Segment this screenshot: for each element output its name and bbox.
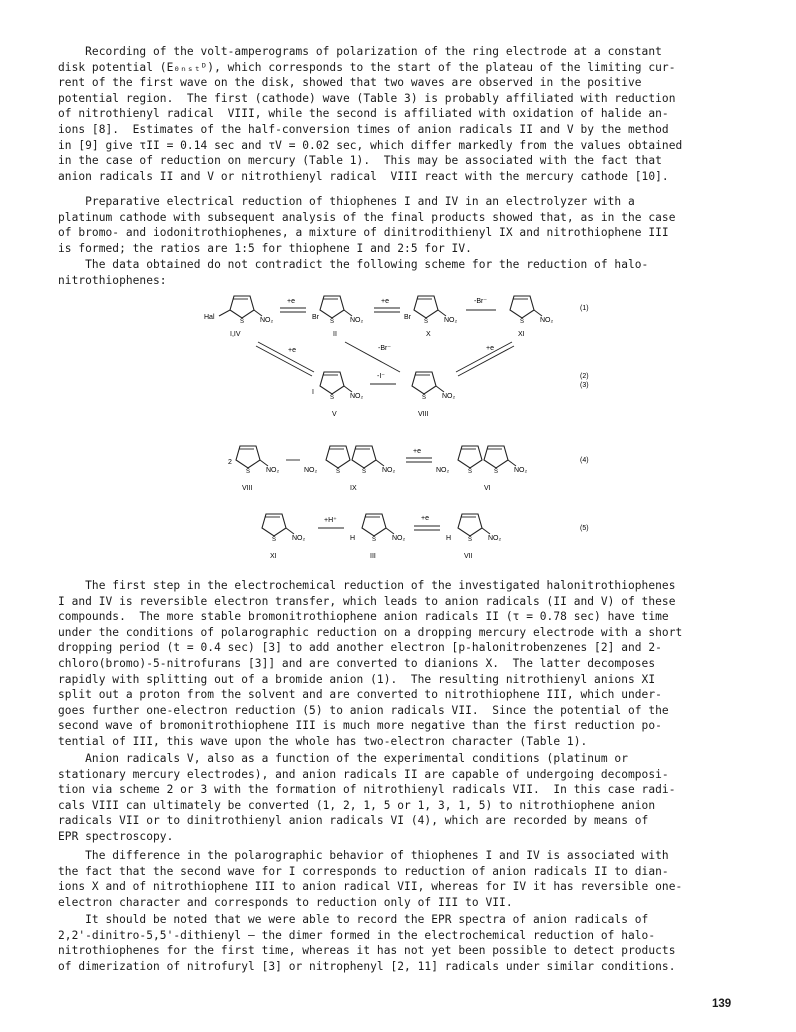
text-line: dropping period (t = 0.4 sec) [3] to add another electron [p-halonitrobenzenes [2] and 2- [58, 641, 662, 655]
eq-number-1: (1) [580, 305, 589, 312]
text-line: I and IV is reversible electron transfer, which leads to anion radicals (II and V) of these [58, 594, 676, 608]
svg-text:S: S [330, 395, 335, 401]
arrow-diag-mid [345, 342, 400, 372]
svg-text:Br: Br [404, 314, 411, 321]
compound-XI [510, 296, 554, 338]
text-line: rent of the first wave on the disk, showed that two waves are observed in the positive [58, 76, 642, 90]
svg-text:Hal: Hal [204, 314, 215, 321]
arrow-1c [466, 298, 496, 310]
svg-text:NO₂: NO₂ [488, 535, 502, 542]
svg-text:S: S [362, 469, 367, 475]
paragraph-1 [58, 44, 742, 184]
svg-text:+H⁺: +H⁺ [324, 517, 337, 524]
compound-V [312, 372, 364, 418]
text-line: tential of III, this wave upon the whole has two-electron character (Table 1). [58, 734, 588, 748]
label-III: III [370, 553, 376, 560]
compound-VI [436, 446, 528, 492]
reaction-scheme [200, 286, 700, 576]
compound-I-IV [204, 296, 274, 338]
text-line: compounds. The more stable bromonitrothiophene anion radicals II (τ = 0.78 sec) have time [58, 610, 669, 624]
svg-text:NO₂: NO₂ [442, 393, 456, 400]
arrow-4b [406, 448, 432, 462]
label-IX: IX [350, 485, 357, 492]
text-line: cals VIII can ultimately be converted (1, 2, 1, 5 or 1, 3, 1, 5) to nitrothiophene anion [58, 798, 656, 812]
arrow-1a [280, 298, 306, 312]
label-II: II [333, 331, 337, 338]
svg-text:S: S [424, 319, 429, 325]
text-line: rapidly with splitting out of a bromide anion (1). The resulting nitrothienyl anions XI [58, 672, 656, 686]
page-number: 139 [712, 998, 732, 1010]
svg-text:NO₂: NO₂ [350, 317, 364, 324]
label-I-IV: I,IV [230, 331, 241, 338]
svg-text:S: S [520, 319, 525, 325]
paragraph-4 [58, 578, 742, 750]
compound-VIII [412, 372, 456, 418]
svg-text:-Br⁻: -Br⁻ [378, 345, 392, 352]
text-line: anion radicals II and V or nitrothienyl radical VIII react with the mercury cathode [10]. [58, 169, 669, 183]
compound-II [312, 296, 364, 338]
svg-text:NO₂: NO₂ [392, 535, 406, 542]
text-line: nitrothiophenes for the first time, whereas it has not yet been possible to detect products [58, 944, 676, 958]
svg-text:+e: +e [413, 448, 421, 455]
text-line: is formed; the ratios are 1:5 for thiophene I and 2:5 for IV. [58, 241, 472, 255]
paragraph-2 [58, 194, 742, 256]
svg-text:S: S [494, 469, 499, 475]
svg-text:H: H [350, 535, 356, 542]
label-VI: VI [484, 485, 491, 492]
eq-number-3: (3) [580, 382, 589, 389]
svg-text:S: S [422, 395, 427, 401]
text-line: potential region. The first (cathode) wave (Table 3) is probably affiliated with reduction [58, 91, 676, 105]
svg-text:S: S [468, 469, 473, 475]
compound-III [350, 514, 406, 560]
text-line: Recording of the volt-amperograms of polarization of the ring electrode at a constant [58, 45, 662, 58]
label-V: V [332, 411, 337, 418]
eq-number-4: (4) [580, 457, 589, 464]
text-line: tion via scheme 2 or 3 with the formation of nitrothienyl radicals VII. In this case radi- [58, 783, 676, 797]
text-line: in the case of reduction on mercury (Table 1). This may be associated with the fact that [58, 154, 662, 168]
svg-text:+e: +e [421, 515, 429, 522]
text-line: EPR spectroscopy. [58, 829, 174, 843]
text-line: goes further one-electron reduction (5) to anion radicals VII. Since the potential of the [58, 703, 669, 717]
text-line: electron character and corresponds to reduction only of III to VII. [58, 895, 513, 909]
svg-text:NO₂: NO₂ [350, 393, 364, 400]
svg-text:NO₂: NO₂ [260, 317, 274, 324]
svg-text:S: S [246, 469, 251, 475]
svg-text:Br: Br [312, 314, 319, 321]
arrow-2 [370, 373, 396, 384]
svg-text:+e: +e [381, 298, 389, 305]
text-line: of nitrothienyl radical VIII, while the second is affiliated with oxidation of halide an- [58, 107, 669, 121]
svg-text:NO₂: NO₂ [382, 467, 396, 474]
svg-text:S: S [336, 469, 341, 475]
text-line: 2,2'-dinitro-5,5'-dithienyl — the dimer formed in the electrochemical reduction of halo- [58, 928, 656, 942]
arrow-5a [318, 517, 344, 528]
eq-number-2: (2) [580, 373, 589, 380]
text-line: the fact that the second wave for I corresponds to reduction of anion radicals II to dian- [58, 864, 669, 878]
compound-VII [446, 514, 502, 560]
arrow-5b [414, 515, 440, 530]
label-X: X [426, 331, 431, 338]
svg-text:S: S [372, 537, 377, 543]
compound-XI-2 [262, 514, 306, 560]
text-line: The first step in the electrochemical reduction of the investigated halonitrothiophenes [58, 579, 676, 592]
svg-text:S: S [272, 537, 277, 543]
svg-text:S: S [240, 319, 245, 325]
svg-text:NO₂: NO₂ [304, 467, 318, 474]
paragraph-6 [58, 848, 742, 910]
svg-text:H: H [446, 535, 452, 542]
label-VIII-2: VIII [242, 485, 253, 492]
text-line: platinum cathode with subsequent analysis of the final products showed that, as in the case [58, 210, 676, 224]
svg-text:-Br⁻: -Br⁻ [474, 298, 488, 305]
svg-text:S: S [468, 537, 473, 543]
svg-text:NO₂: NO₂ [266, 467, 280, 474]
text-line: Anion radicals V, also as a function of the experimental conditions (platinum or [58, 752, 628, 765]
text-line: It should be noted that we were able to record the EPR spectra of anion radicals of [58, 913, 649, 926]
text-line: ions X and of nitrothiophene III to anion radical VII, whereas for IV it has reversible one- [58, 880, 683, 894]
label-VIII: VIII [418, 411, 429, 418]
label-VII: VII [464, 553, 473, 560]
text-line: of dimerization of nitrofuryl [3] or nitrophenyl [2, 11] radicals under similar conditions. [58, 959, 676, 973]
arrow-1b [374, 298, 400, 312]
text-line: second wave of bromonitrothiophene III is much more negative than the first reduction po- [58, 719, 662, 733]
svg-text:-I⁻: -I⁻ [377, 373, 385, 380]
label-XI: XI [518, 331, 525, 338]
text-line: Preparative electrical reduction of thiophenes I and IV in an electrolyzer with a [58, 195, 635, 208]
svg-text:S: S [330, 319, 335, 325]
svg-text:2: 2 [228, 459, 232, 466]
svg-text:NO₂: NO₂ [292, 535, 306, 542]
text-line: in [9] give τII = 0.14 sec and τV = 0.02 sec, which differ markedly from the values obtained [58, 138, 683, 152]
text-line: split out a proton from the solvent and are converted to nitrothiophene III, which under- [58, 688, 662, 702]
text-line: chloro(bromo)-5-nitrofurans [3]] and are converted to dianions X. The latter decomposes [58, 656, 656, 670]
compound-VIII-dimer-start [228, 446, 280, 492]
text-line: ions [8]. Estimates of the half-conversion times of anion radicals II and V by the method [58, 122, 669, 136]
svg-text:+e: +e [287, 298, 295, 305]
label-XI-2: XI [270, 553, 277, 560]
text-line: The difference in the polarographic behavior of thiophenes I and IV is associated with [58, 849, 669, 862]
text-line: stationary mercury electrodes), and anion radicals II are capable of undergoing decomposi- [58, 767, 669, 781]
compound-X [404, 296, 458, 338]
paragraph-7 [58, 912, 742, 974]
eq-number-5: (5) [580, 525, 589, 532]
svg-text:+e: +e [288, 347, 296, 354]
paragraph-5 [58, 751, 742, 845]
text-line: disk potential (E₀ₙₛₜᴰ), which corresponds to the start of the plateau of the limiting cur- [58, 60, 676, 74]
svg-text:NO₂: NO₂ [436, 467, 450, 474]
text-line: radicals VII or to dinitrothienyl anion radicals VI (4), which are recorded by means of [58, 814, 649, 828]
svg-text:NO₂: NO₂ [540, 317, 554, 324]
text-line: of bromo- and iodonitrothiophenes, a mixture of dinitrodithienyl IX and nitrothiophene III [58, 226, 669, 240]
arrow-diag-left [256, 342, 314, 376]
arrow-diag-right [456, 342, 514, 376]
svg-text:I: I [312, 389, 314, 396]
text-line: under the conditions of polarographic reduction on a dropping mercury electrode with a short [58, 625, 683, 639]
svg-text:+e: +e [486, 345, 494, 352]
compound-IX [304, 446, 396, 492]
svg-text:NO₂: NO₂ [514, 467, 528, 474]
paragraph-3 [58, 257, 742, 288]
svg-text:NO₂: NO₂ [444, 317, 458, 324]
text-line: The data obtained do not contradict the following scheme for the reduction of halo- [58, 258, 649, 271]
text-line: nitrothiophenes: [58, 273, 167, 287]
